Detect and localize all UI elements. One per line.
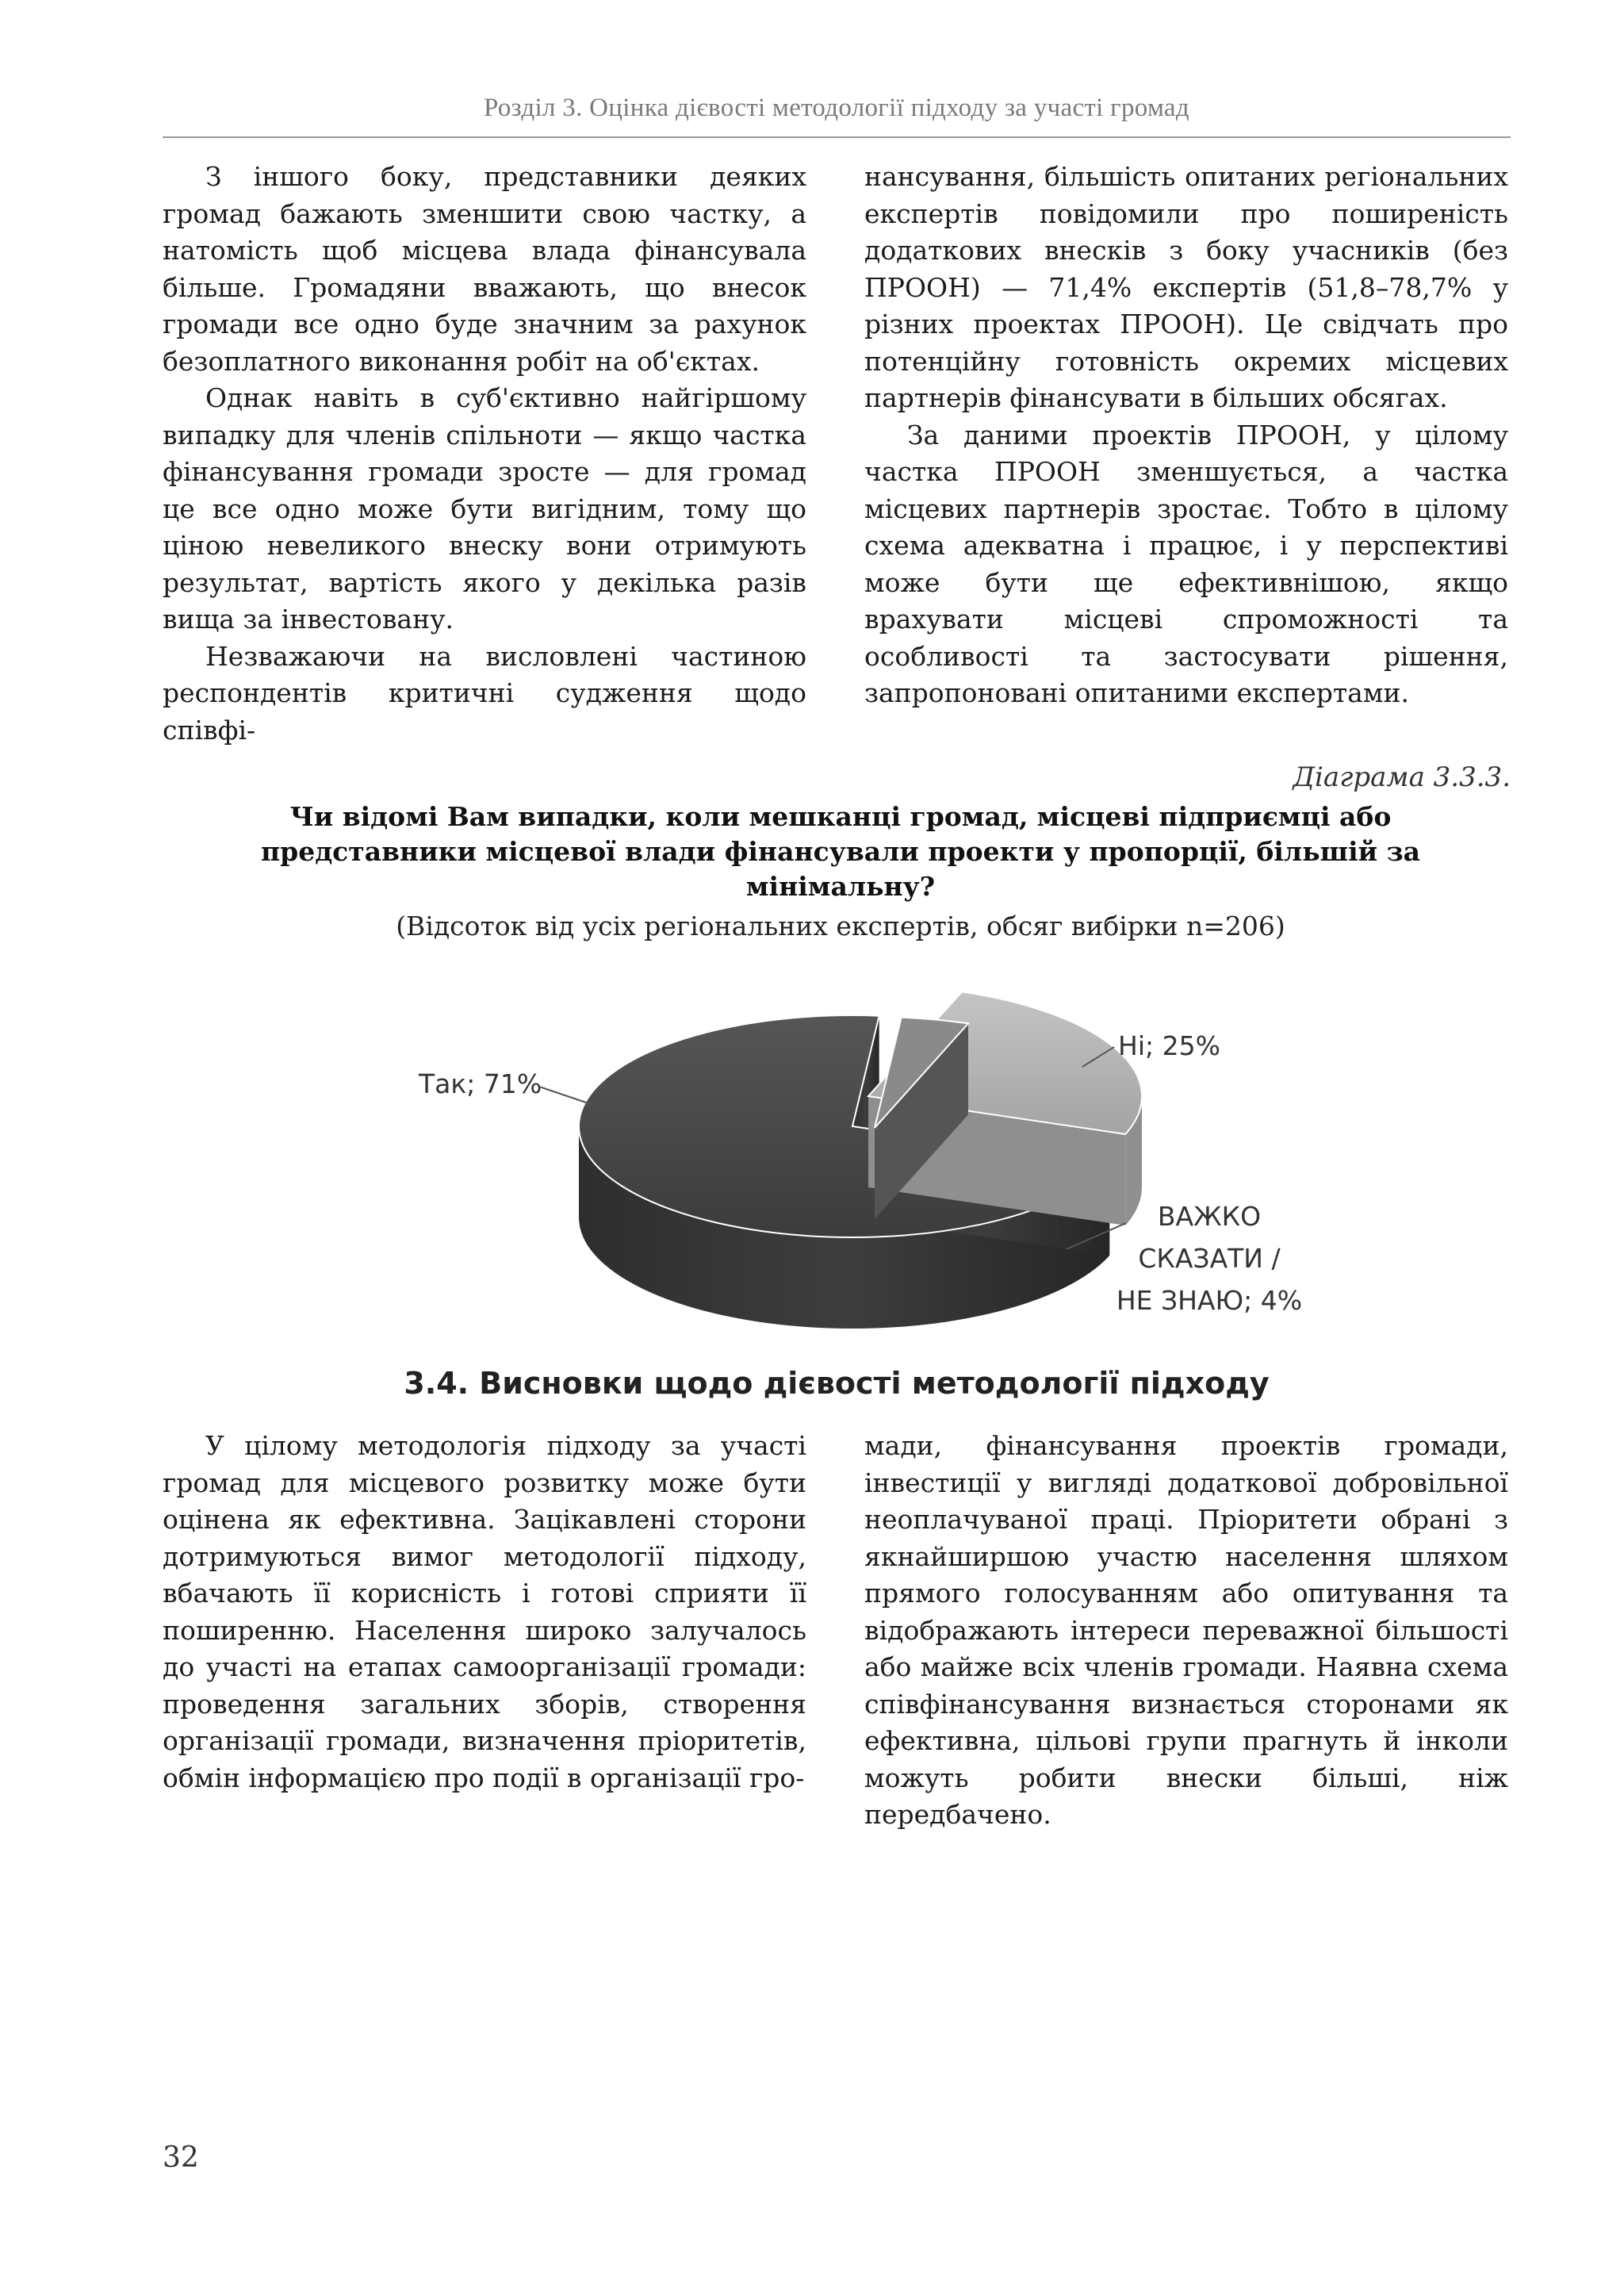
label-vazhko-line2: СКАЗАТИ / (1138, 1243, 1281, 1274)
chart-title: Чи відомі Вам випадки, коли мешканці громад, місцеві підприємці або представники місцевої влади фінансували проекти у пропорції, більшій за мінімальну? (260, 801, 1421, 902)
paragraph: Однак навіть в суб'єктивно найгіршому випадку для членів спільноти — якщо частка фінансування громади зросте — для громад це все одно може бути вигідним, тому що ціною невеликого внеску вони отримують результат, вартість якого у декілька разів вища за інвестовану. (163, 382, 806, 635)
label-tak: Так; 71% (419, 1068, 542, 1099)
diagram-caption: Діаграма 3.3.3. (1293, 761, 1511, 793)
chart-subtitle: (Відсоток від усіх регіональних експертів, обсяг вибірки n=206) (396, 911, 1285, 941)
text-column-left-bottom (163, 1428, 806, 1797)
text-column-right-bottom (864, 1428, 1508, 1834)
leader-tak (539, 1087, 591, 1104)
paragraph: нансування, більшість опитаних регіональних експертів повідомили про поширеність додаткових внесків з боку учасників (без ПРООН) — 71,4% експертів (51,8–78,7% у різних проектах ПРООН). Це свідчать про потенційну готовність окремих місцевих партнерів фінансувати в більших обсягах. (864, 161, 1508, 413)
paragraph: мади, фінансування проектів громади, інвестиції у вигляді додаткової добровільної неоплачуваної праці. Пріоритети обрані з якнайширшою участю населення шляхом прямого голосуванням або опитування та відображають інтереси переважної більшості або майже всіх членів громади. Наявна схема співфінансування визнається сторонами як ефективна, цільові групи прагнуть й інколи можуть робити внески більші, ніж передбачено. (864, 1430, 1508, 1830)
section-heading: 3.4. Висновки щодо дієвості методології підходу (404, 1366, 1270, 1401)
label-ni: Ні; 25% (1118, 1030, 1220, 1061)
label-vazhko-line3: НЕ ЗНАЮ; 4% (1116, 1285, 1303, 1316)
label-vazhko-line1: ВАЖКО (1157, 1201, 1262, 1232)
paragraph: З іншого боку, представники деяких громад бажають зменшити свою частку, а натомість щоб місцева влада фінансувала більше. Громадяни вважають, що внесок громади все одно буде значним за рахунок безоплатного виконання робіт на об'єктах. (163, 161, 806, 377)
paragraph: У цілому методологія підходу за участі громад для місцевого розвитку може бути оцінена як ефективна. Зацікавлені сторони дотримуються вимог методології підходу, вбачають її корисність і готові сприяти її поширенню. Населення широко залучалось до участі на етапах самоорганізації громади: проведення загальних зборів, створення організації громади, визначення пріоритетів, обмін інформацією про події в організації гро- (163, 1430, 806, 1793)
page-number: 32 (163, 2142, 199, 2174)
running-header: Розділ 3. Оцінка дієвості методології підходу за участі громад (484, 94, 1189, 122)
paragraph: За даними проектів ПРООН, у цілому частка ПРООН зменшується, а частка місцевих партнерів зростає. Тобто в цілому схема адекватна і працює, і у перспективі може бути ще ефективнішою, якщо врахувати місцеві спроможності та особливості та застосувати рішення, запропоновані опитаними експертами. (864, 419, 1508, 708)
paragraph: Незважаючи на висловлені частиною респондентів критичні судження щодо співфі- (163, 640, 806, 746)
